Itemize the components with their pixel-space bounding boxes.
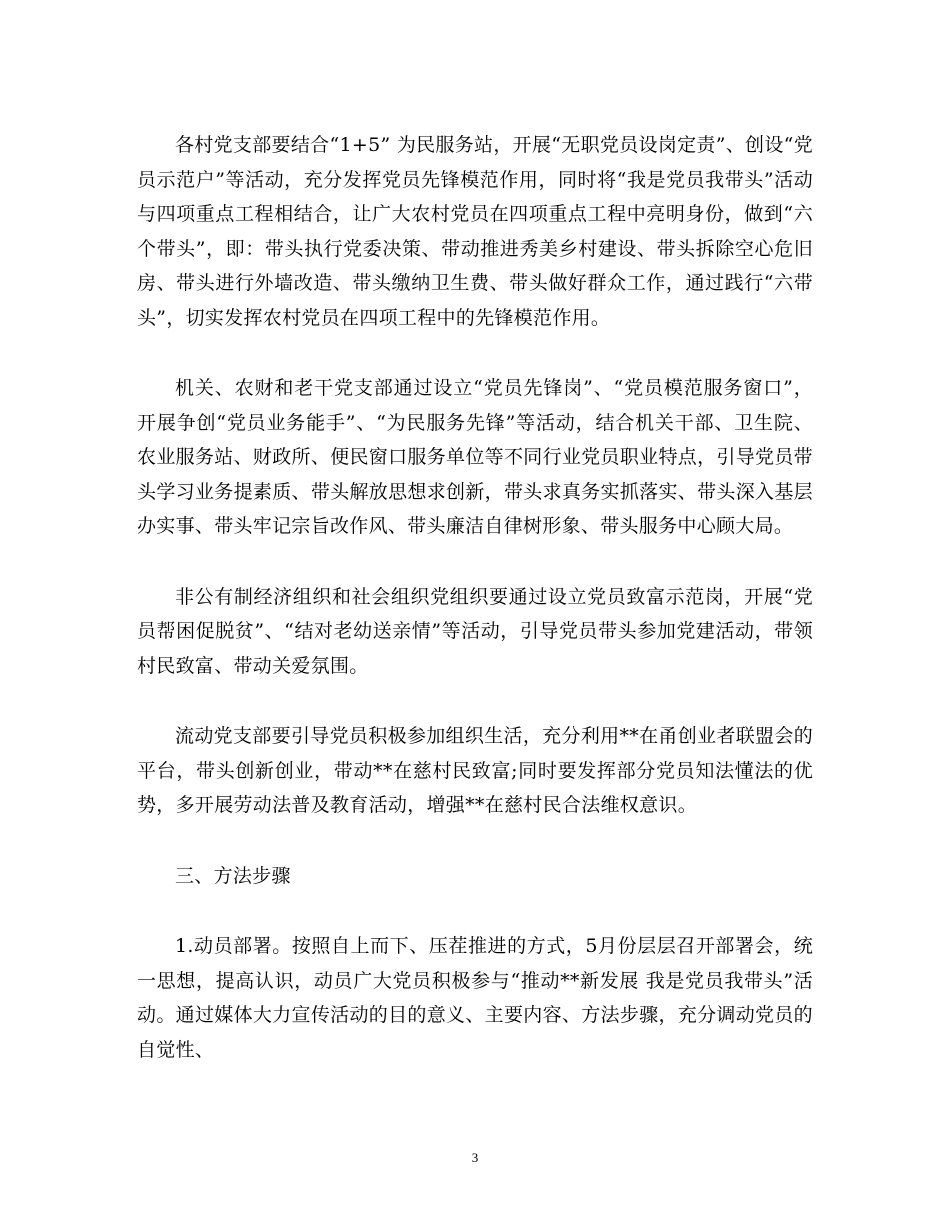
section-heading-methods: 三、方法步骤 bbox=[175, 864, 291, 887]
paragraph-mobilization: 1.动员部署。按照自上而下、压茬推进的方式，5月份层层召开部署会，统一思想，提高认识，动员广大党员积极参与“推动**新发展 我是党员我带头”活动。通过媒体大力宣传活动的目的意义、主要内容、方法步骤，充分调动党员的自觉性、 bbox=[137, 935, 813, 1061]
paragraph-organ-branches: 机关、农财和老干党支部通过设立“党员先锋岗”、“党员模范服务窗口”，开展争创“党员业务能手”、“为民服务先锋”等活动，结合机关干部、卫生院、农业服务站、财政所、便民窗口服务单位等不同行业党员职业特点，引导党员带头学习业务提素质、带头解放思想求创新，带头求真务实抓落实、带头深入基层办实事、带头牢记宗旨改作风、带头廉洁自律树形象、带头服务中心顾大局。 bbox=[137, 377, 813, 537]
document-body bbox=[137, 128, 813, 1067]
page-number: 3 bbox=[471, 1150, 479, 1165]
paragraph-mobile-branch: 流动党支部要引导党员积极参加组织生活，充分利用**在甬创业者联盟会的平台，带头创新创业，带动**在慈村民致富;同时要发挥部分党员知法懂法的优势，多开展劳动法普及教育活动，增强**在慈村民合法维权意识。 bbox=[137, 725, 813, 816]
paragraph-village-branches: 各村党支部要结合“1+5” 为民服务站，开展“无职党员设岗定责”、创设“党员示范户”等活动，充分发挥党员先锋模范作用，同时将“我是党员我带头”活动与四项重点工程相结合，让广大农村党员在四项重点工程中亮明身份，做到“六个带头”，即：带头执行党委决策、带动推进秀美乡村建设、带头拆除空心危旧房、带头进行外墙改造、带头缴纳卫生费、带头做好群众工作，通过践行“六带头”，切实发挥农村党员在四项工程中的先锋模范作用。 bbox=[137, 134, 813, 329]
paragraph-non-public-organizations: 非公有制经济组织和社会组织党组织要通过设立党员致富示范岗，开展“党员帮困促脱贫”、“结对老幼送亲情”等活动，引导党员带头参加党建活动，带领村民致富、带动关爱氛围。 bbox=[137, 585, 813, 677]
